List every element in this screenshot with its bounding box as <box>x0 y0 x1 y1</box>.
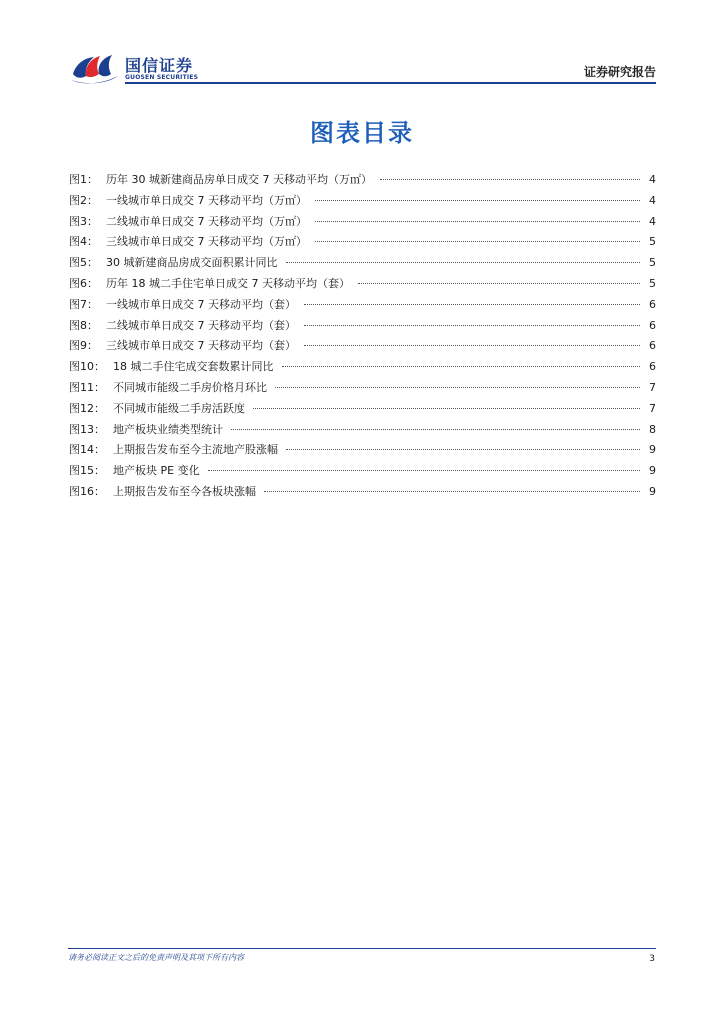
toc-entry-title: 一线城市单日成交 7 天移动平均（套） <box>106 297 296 311</box>
toc-entry-title: 历年 18 城二手住宅单日成交 7 天移动平均（套） <box>106 276 350 290</box>
toc-entry-label: 图2： <box>69 193 98 207</box>
toc-entry-page: 6 <box>649 297 656 311</box>
toc-leader-dots <box>275 387 640 388</box>
toc-entry-title: 不同城市能级二手房活跃度 <box>113 401 245 415</box>
page-number: 3 <box>649 954 655 964</box>
toc-entry-page: 9 <box>649 464 656 478</box>
toc-entry[interactable] <box>69 316 656 337</box>
toc-entry[interactable] <box>69 191 656 212</box>
toc-entry-title: 上期报告发布至今各板块涨幅 <box>113 484 256 498</box>
toc-entry-label: 图8： <box>69 318 98 332</box>
toc-entry-label: 图4： <box>69 235 98 249</box>
toc-leader-dots <box>282 366 641 367</box>
toc-entry-label: 图15： <box>69 464 105 478</box>
toc-entry[interactable] <box>69 399 656 420</box>
toc-entry[interactable] <box>69 482 656 503</box>
toc-leader-dots <box>231 429 640 430</box>
toc-entry[interactable] <box>69 378 656 399</box>
toc-leader-dots <box>286 449 640 450</box>
toc-entry-label: 图5： <box>69 256 98 270</box>
toc-leader-dots <box>315 221 640 222</box>
toc-entry-page: 7 <box>649 401 656 415</box>
toc-entry-page: 8 <box>649 422 656 436</box>
toc-entry-title: 三线城市单日成交 7 天移动平均（万㎡） <box>106 235 307 249</box>
toc-entry-label: 图7： <box>69 297 98 311</box>
company-logo <box>70 52 210 86</box>
toc-entry[interactable] <box>69 232 656 253</box>
company-name-cn: 国信证券 <box>125 56 194 75</box>
toc-entry-title: 历年 30 城新建商品房单日成交 7 天移动平均（万㎡） <box>106 173 372 186</box>
toc-entry[interactable] <box>69 420 656 441</box>
toc-entry-page: 5 <box>649 276 656 290</box>
toc-entry-label: 图3： <box>69 214 98 228</box>
toc-entry-title: 30 城新建商品房成交面积累计同比 <box>106 256 278 270</box>
toc-entry-label: 图12： <box>69 401 105 415</box>
toc-entry-page: 4 <box>649 193 656 207</box>
toc-entry-label: 图11： <box>69 380 105 394</box>
toc-entry-title: 二线城市单日成交 7 天移动平均（套） <box>106 318 296 332</box>
report-type-label: 证券研究报告 <box>583 65 656 79</box>
toc-entry[interactable] <box>69 461 656 482</box>
toc-entry-title: 三线城市单日成交 7 天移动平均（套） <box>106 339 296 353</box>
toc-leader-dots <box>304 304 640 305</box>
table-of-figures <box>69 170 656 503</box>
toc-entry-page: 6 <box>649 318 656 332</box>
toc-entry-page: 6 <box>649 360 656 374</box>
toc-entry-page: 4 <box>649 214 656 228</box>
toc-entry-page: 5 <box>649 235 656 249</box>
toc-entry-page: 4 <box>649 173 656 186</box>
toc-entry-page: 9 <box>649 443 656 457</box>
toc-entry-title: 不同城市能级二手房价格月环比 <box>113 380 267 394</box>
footer-disclaimer: 请务必阅读正文之后的免责声明及其项下所有内容 <box>68 953 244 962</box>
toc-leader-dots <box>380 179 640 180</box>
toc-entry-label: 图13： <box>69 422 105 436</box>
toc-entry[interactable] <box>69 212 656 233</box>
toc-entry[interactable] <box>69 295 656 316</box>
toc-leader-dots <box>264 491 640 492</box>
toc-entry[interactable] <box>69 440 656 461</box>
toc-entry-page: 9 <box>649 484 656 498</box>
toc-entry[interactable] <box>69 170 656 191</box>
toc-entry-label: 图16： <box>69 484 105 498</box>
guosen-logo-icon <box>70 52 122 86</box>
toc-entry-label: 图10： <box>69 360 105 374</box>
toc-entry-label: 图14： <box>69 443 105 457</box>
toc-entry-title: 一线城市单日成交 7 天移动平均（万㎡） <box>106 193 307 207</box>
toc-leader-dots <box>208 470 640 471</box>
company-name-en: GUOSEN SECURITIES <box>125 74 199 81</box>
toc-entry-title: 地产板块 PE 变化 <box>113 464 200 478</box>
toc-leader-dots <box>286 262 641 263</box>
toc-entry-page: 7 <box>649 380 656 394</box>
toc-leader-dots <box>253 408 640 409</box>
toc-entry-title: 18 城二手住宅成交套数累计同比 <box>113 360 274 374</box>
toc-entry[interactable] <box>69 357 656 378</box>
header-divider <box>125 82 656 84</box>
toc-leader-dots <box>315 241 640 242</box>
toc-entry-label: 图1： <box>69 173 98 186</box>
toc-entry[interactable] <box>69 336 656 357</box>
toc-entry-title: 上期报告发布至今主流地产股涨幅 <box>113 443 278 457</box>
toc-entry-page: 6 <box>649 339 656 353</box>
page-title: 图表目录 <box>310 119 414 147</box>
toc-entry-label: 图6： <box>69 276 98 290</box>
toc-leader-dots <box>304 345 640 346</box>
toc-entry-label: 图9： <box>69 339 98 353</box>
toc-entry-title: 地产板块业绩类型统计 <box>113 422 223 436</box>
toc-leader-dots <box>304 325 640 326</box>
toc-entry[interactable] <box>69 274 656 295</box>
toc-entry-title: 二线城市单日成交 7 天移动平均（万㎡） <box>106 214 307 228</box>
toc-entry[interactable] <box>69 253 656 274</box>
page-header <box>0 0 724 90</box>
footer-divider <box>68 948 656 949</box>
toc-leader-dots <box>358 283 640 284</box>
toc-entry-page: 5 <box>649 256 656 270</box>
toc-leader-dots <box>315 200 640 201</box>
